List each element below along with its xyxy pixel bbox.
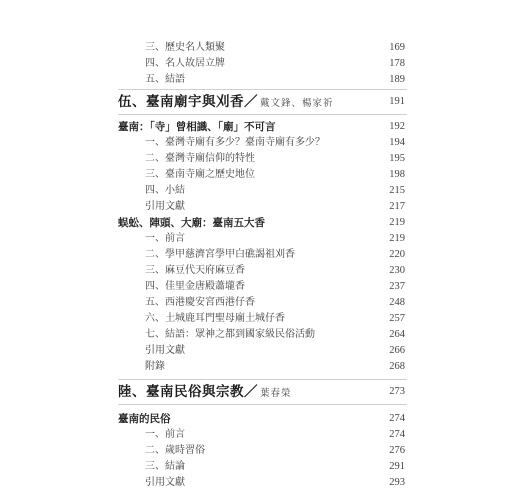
toc-entry-title: 四、小結	[145, 185, 185, 196]
toc-chapter-title: 蜈蚣、陣頭、大廟：臺南五大香	[118, 217, 265, 229]
toc-part	[0, 92, 520, 112]
toc-chapter-page: 219	[389, 217, 405, 228]
toc-part-heading	[118, 92, 334, 114]
section-divider	[118, 379, 407, 380]
toc-entry-page: 266	[389, 345, 405, 356]
toc-entry	[0, 473, 520, 493]
toc-entry-title: 六、土城鹿耳門聖母廟土城仔香	[145, 313, 285, 324]
toc-chapter-page: 274	[389, 413, 405, 424]
toc-entry-title: 二、臺灣寺廟信仰的特性	[145, 153, 255, 164]
toc-entry-page: 189	[389, 74, 405, 85]
toc-part-title: 陸、臺南民俗與宗教／	[118, 384, 258, 400]
toc-entry-title: 一、前言	[145, 429, 185, 440]
toc-chapter-title: 臺南：「寺」曾相識、「廟」不可言	[118, 121, 276, 133]
toc-entry-page: 264	[389, 329, 405, 340]
toc-entry-title: 引用文獻	[145, 477, 185, 488]
toc-entry-title: 三、結論	[145, 461, 185, 472]
toc-entry-title: 一、前言	[145, 233, 185, 244]
toc-entry-page: 230	[389, 265, 405, 276]
toc-entry-title: 三、麻豆代天府麻豆香	[145, 265, 245, 276]
section-divider	[118, 404, 407, 405]
toc-entry-page: 194	[389, 137, 405, 148]
toc-entry-page: 178	[389, 58, 405, 69]
toc-entry	[0, 70, 520, 90]
toc-chapter-title: 臺南的民俗	[118, 413, 171, 425]
toc-entry-page: 257	[389, 313, 405, 324]
toc-part-author: 葉春榮	[260, 388, 292, 399]
toc-entry-page: 276	[389, 445, 405, 456]
toc-entry-page: 169	[389, 42, 405, 53]
toc-entry-page: 274	[389, 429, 405, 440]
toc-entry-title: 二、學甲慈濟宮學甲白礁謁祖刈香	[145, 249, 295, 260]
toc-entry-title: 一、臺灣寺廟有多少？臺南寺廟有多少？	[145, 137, 325, 148]
toc-part-page: 273	[389, 386, 405, 397]
toc-entry-page: 237	[389, 281, 405, 292]
toc-entry-page: 268	[389, 361, 405, 372]
toc-entry-title: 附錄	[145, 361, 165, 372]
toc-entry-page: 217	[389, 201, 405, 212]
toc-entry-page: 215	[389, 185, 405, 196]
toc-entry-page: 219	[389, 233, 405, 244]
section-divider	[118, 89, 407, 90]
toc-entry-title: 四、名人故居立牌	[145, 58, 225, 69]
toc-entry	[0, 357, 520, 377]
toc-entry-page: 195	[389, 153, 405, 164]
toc-entry-title: 七、結語：眾神之都到國家級民俗活動	[145, 329, 315, 340]
toc-entry-page: 220	[389, 249, 405, 260]
toc-entry-page: 293	[389, 477, 405, 488]
toc-entry-title: 引用文獻	[145, 345, 185, 356]
toc-part-author: 戴文鋒、楊家祈	[260, 98, 334, 109]
toc-part	[0, 382, 520, 402]
toc-entry-title: 五、結語	[145, 74, 185, 85]
section-divider	[118, 114, 407, 115]
toc-entry-page: 198	[389, 169, 405, 180]
toc-entry-title: 二、歲時習俗	[145, 445, 205, 456]
toc-entry-title: 引用文獻	[145, 201, 185, 212]
toc-entry-page: 248	[389, 297, 405, 308]
toc-chapter-page: 192	[389, 121, 405, 132]
toc-entry-title: 五、西港慶安宮西港仔香	[145, 297, 255, 308]
toc-entry-page: 291	[389, 461, 405, 472]
toc-entry-title: 三、臺南寺廟之歷史地位	[145, 169, 255, 180]
toc-entry-title: 三、歷史名人類聚	[145, 42, 225, 53]
toc-entry-title: 四、佳里金唐殿蕭壠香	[145, 281, 245, 292]
toc-part-page: 191	[389, 96, 405, 107]
toc-part-heading	[118, 382, 292, 404]
toc-part-title: 伍、臺南廟宇與刈香／	[118, 94, 258, 110]
